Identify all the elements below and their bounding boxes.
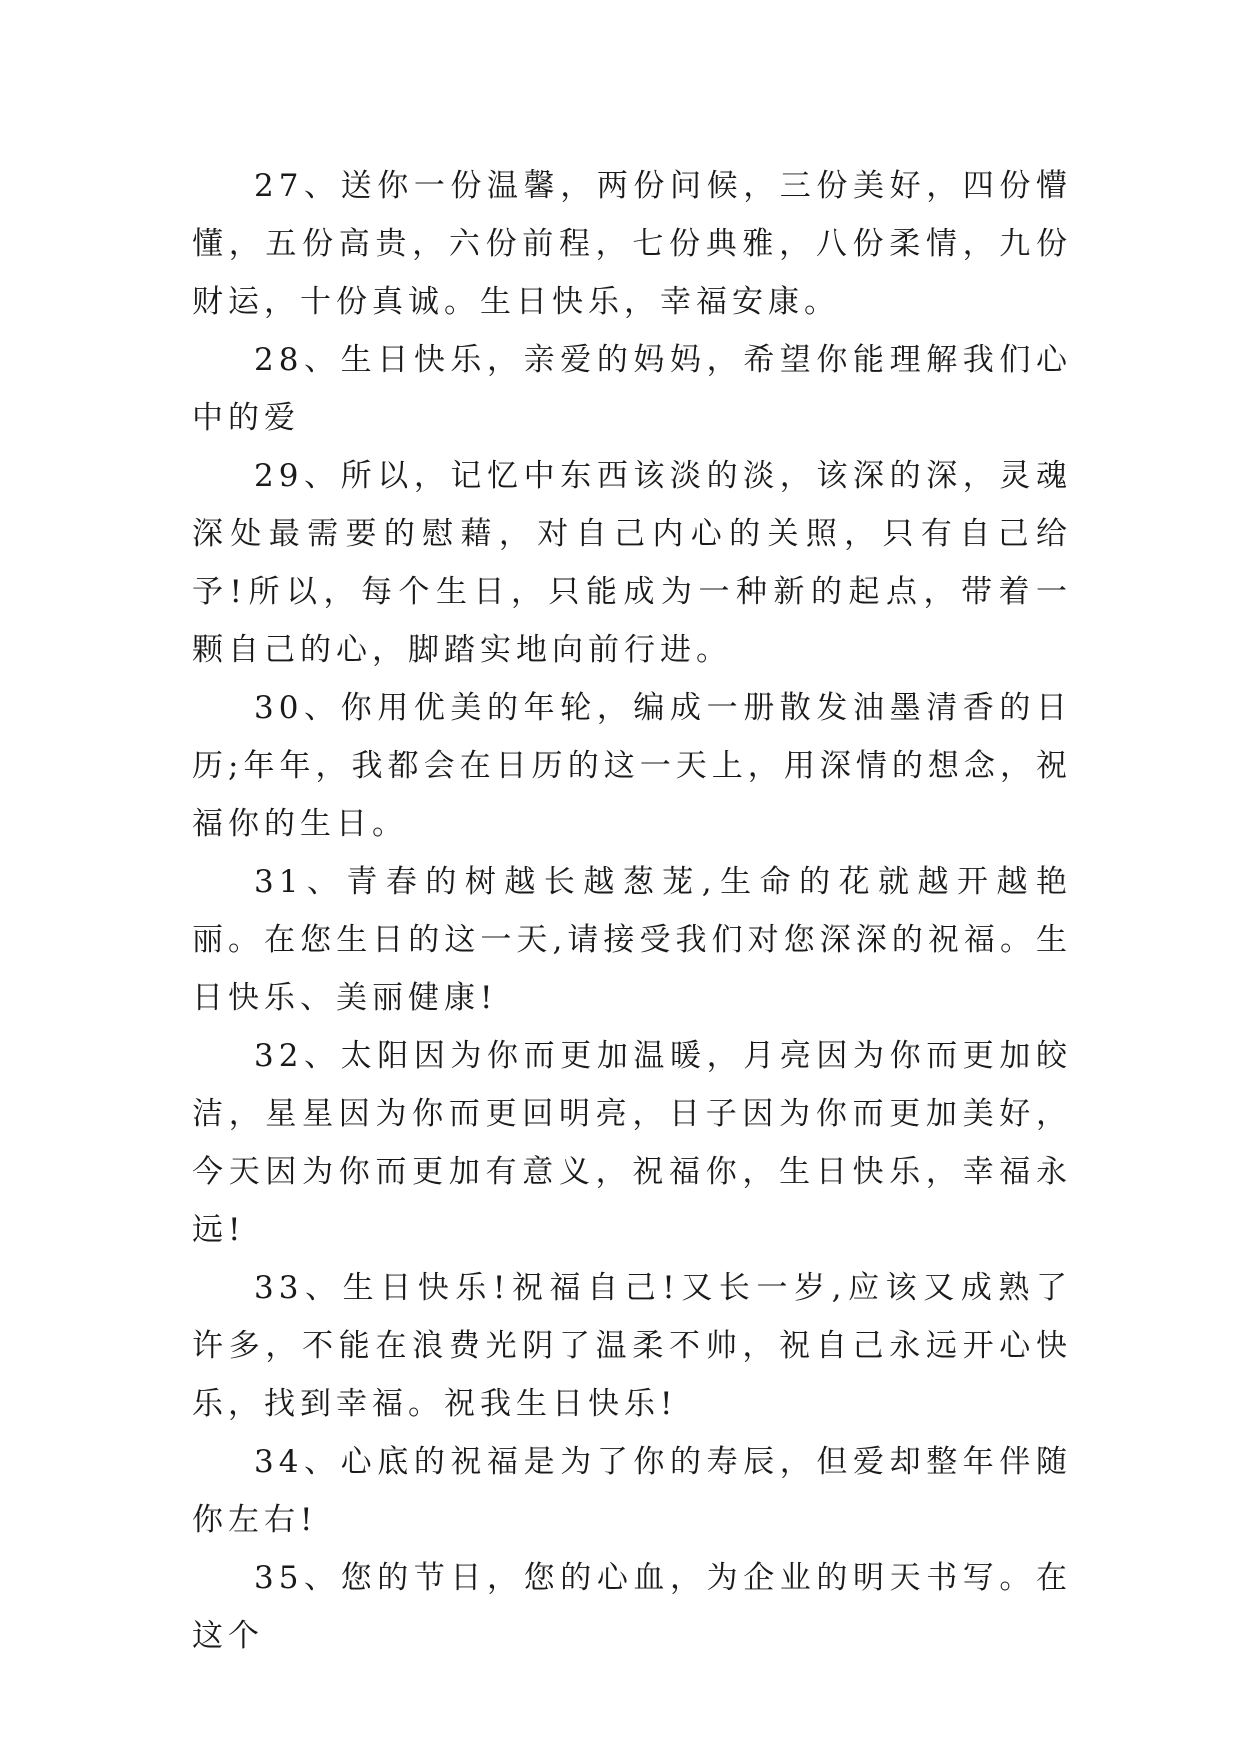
paragraph-27: 27、送你一份温馨，两份问候，三份美好，四份懵懂，五份高贵，六份前程，七份典雅，八份柔情，九份财运，十份真诚。生日快乐，幸福安康。 bbox=[192, 168, 1072, 320]
paragraph-33: 33、生日快乐!祝福自己!又长一岁,应该又成熟了许多，不能在浪费光阴了温柔不帅，祝自己永远开心快乐，找到幸福。祝我生日快乐! bbox=[192, 1270, 1072, 1422]
paragraph-31: 31、青春的树越长越葱茏,生命的花就越开越艳丽。在您生日的这一天,请接受我们对您深深的祝福。生日快乐、美丽健康! bbox=[192, 864, 1072, 1016]
paragraph-32: 32、太阳因为你而更加温暖，月亮因为你而更加皎洁，星星因为你而更回明亮，日子因为你而更加美好，今天因为你而更加有意义，祝福你，生日快乐，幸福永远! bbox=[192, 1038, 1072, 1248]
document-body bbox=[192, 157, 1072, 1665]
paragraph-30: 30、你用优美的年轮，编成一册散发油墨清香的日历;年年，我都会在日历的这一天上，用深情的想念，祝福你的生日。 bbox=[192, 690, 1072, 842]
paragraph-28: 28、生日快乐，亲爱的妈妈，希望你能理解我们心中的爱 bbox=[192, 342, 1072, 436]
paragraph-34: 34、心底的祝福是为了你的寿辰，但爱却整年伴随你左右! bbox=[192, 1444, 1072, 1538]
paragraph-29: 29、所以，记忆中东西该淡的淡，该深的深，灵魂深处最需要的慰藉，对自己内心的关照，只有自己给予!所以，每个生日，只能成为一种新的起点，带着一颗自己的心，脚踏实地向前行进。 bbox=[192, 458, 1072, 668]
paragraph-35: 35、您的节日，您的心血，为企业的明天书写。在这个 bbox=[192, 1560, 1072, 1654]
